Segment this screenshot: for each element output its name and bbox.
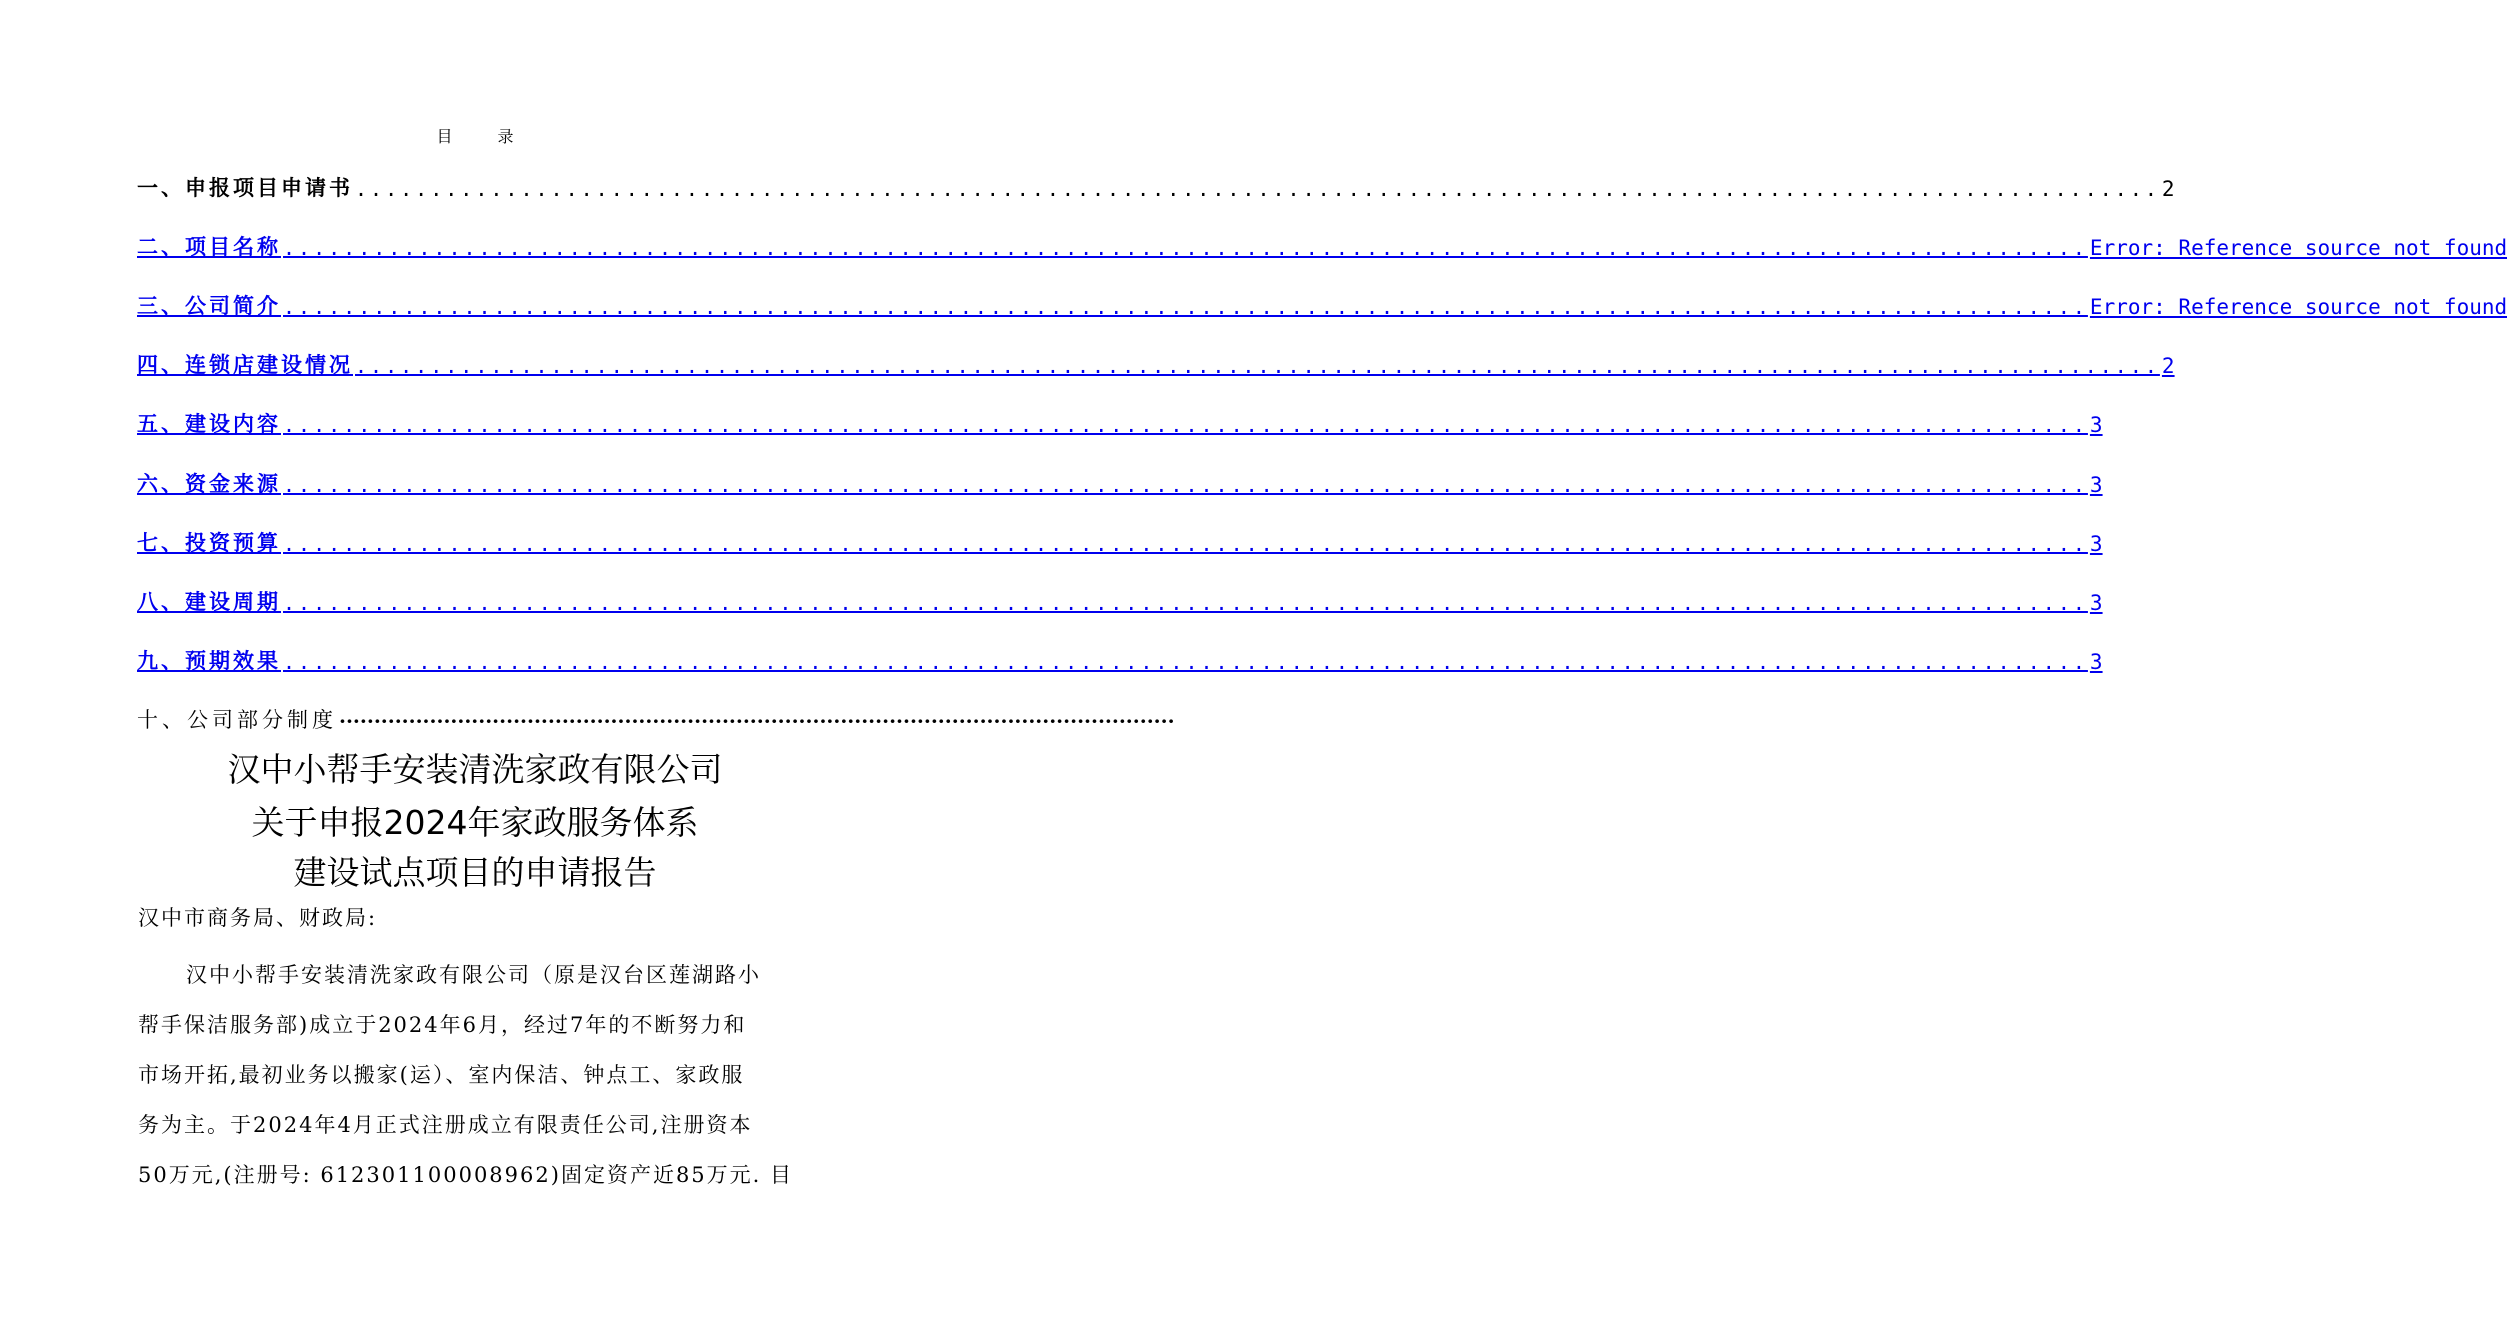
paragraph-line: 市场开拓,最初业务以搬家(运）、室内保洁、钟点工、家政服 xyxy=(138,1063,745,1087)
toc-dot-leader: ························································································································ xyxy=(339,709,1175,733)
toc-entry-page: 3 xyxy=(2089,413,2103,437)
toc-entry-construction-period[interactable] xyxy=(137,582,2103,616)
toc-entry-title: 四、连锁店建设情况 xyxy=(137,353,353,377)
toc-entry-application[interactable] xyxy=(137,168,2175,202)
toc-entry-page: 3 xyxy=(2089,532,2103,556)
toc-entry-expected-results[interactable] xyxy=(137,641,2103,675)
toc-entry-page: 3 xyxy=(2089,591,2103,615)
paragraph-line: 汉中小帮手安装清洗家政有限公司（原是汉台区莲湖路小 xyxy=(186,963,761,987)
paragraph-line: 帮手保洁服务部)成立于2024年6月，经过7年的不断努力和 xyxy=(138,1013,747,1037)
company-intro-paragraph xyxy=(138,950,828,1200)
report-title-line-1: 汉中小帮手安装清洗家政有限公司 xyxy=(227,750,723,789)
toc-dot-leader: ........................................................................................................................ xyxy=(283,650,2088,674)
toc-entry-page: 2 xyxy=(2161,354,2175,378)
toc-entry-page: 3 xyxy=(2089,650,2103,674)
toc-entry-chain-stores[interactable] xyxy=(137,345,2175,379)
toc-entry-title: 十、公司部分制度 xyxy=(137,708,337,732)
paragraph-line: 50万元,(注册号: 612301100008962)固定资产近85万元. 目 xyxy=(138,1163,794,1187)
toc-entry-title: 八、建设周期 xyxy=(137,590,281,614)
toc-entry-title: 三、公司简介 xyxy=(137,294,281,318)
toc-entry-page: 2 xyxy=(2161,177,2175,201)
toc-entry-title: 七、投资预算 xyxy=(137,531,281,555)
toc-entry-page: 3 xyxy=(2089,473,2103,497)
toc-entry-investment-budget[interactable] xyxy=(137,523,2103,557)
recipient-line: 汉中市商务局、财政局: xyxy=(138,906,378,930)
toc-entry-title: 五、建设内容 xyxy=(137,412,281,436)
toc-dot-leader: ........................................................................................................................ xyxy=(355,177,2160,201)
report-title-line-2: 关于申报2024年家政服务体系 xyxy=(251,803,699,842)
toc-heading: 目 录 xyxy=(436,127,534,146)
toc-entry-title: 九、预期效果 xyxy=(137,649,281,673)
toc-entry-title: 二、项目名称 xyxy=(137,235,281,259)
toc-entry-title: 一、申报项目申请书 xyxy=(137,176,353,200)
toc-dot-leader: ........................................................................................................................ xyxy=(283,473,2088,497)
toc-entry-title: 六、资金来源 xyxy=(137,472,281,496)
paragraph-line: 务为主。于2024年4月正式注册成立有限责任公司,注册资本 xyxy=(138,1113,753,1137)
toc-entry-project-name[interactable] xyxy=(137,227,2507,261)
toc-dot-leader: ........................................................................................................................ xyxy=(283,295,2088,319)
toc-dot-leader: ........................................................................................................................ xyxy=(283,591,2088,615)
report-title-line-3: 建设试点项目的申请报告 xyxy=(293,853,657,892)
toc-dot-leader: ........................................................................................................................ xyxy=(283,236,2088,260)
toc-entry-construction-content[interactable] xyxy=(137,404,2103,438)
toc-dot-leader: ........................................................................................................................ xyxy=(283,413,2088,437)
toc-entry-page: Error: Reference source not found xyxy=(2089,295,2507,319)
toc-entry-funding-source[interactable] xyxy=(137,464,2103,498)
toc-entry-company-profile[interactable] xyxy=(137,286,2507,320)
toc-entry-page: Error: Reference source not found xyxy=(2089,236,2507,260)
toc-dot-leader: ........................................................................................................................ xyxy=(355,354,2160,378)
toc-entry-company-rules xyxy=(137,700,1175,734)
toc-dot-leader: ........................................................................................................................ xyxy=(283,532,2088,556)
